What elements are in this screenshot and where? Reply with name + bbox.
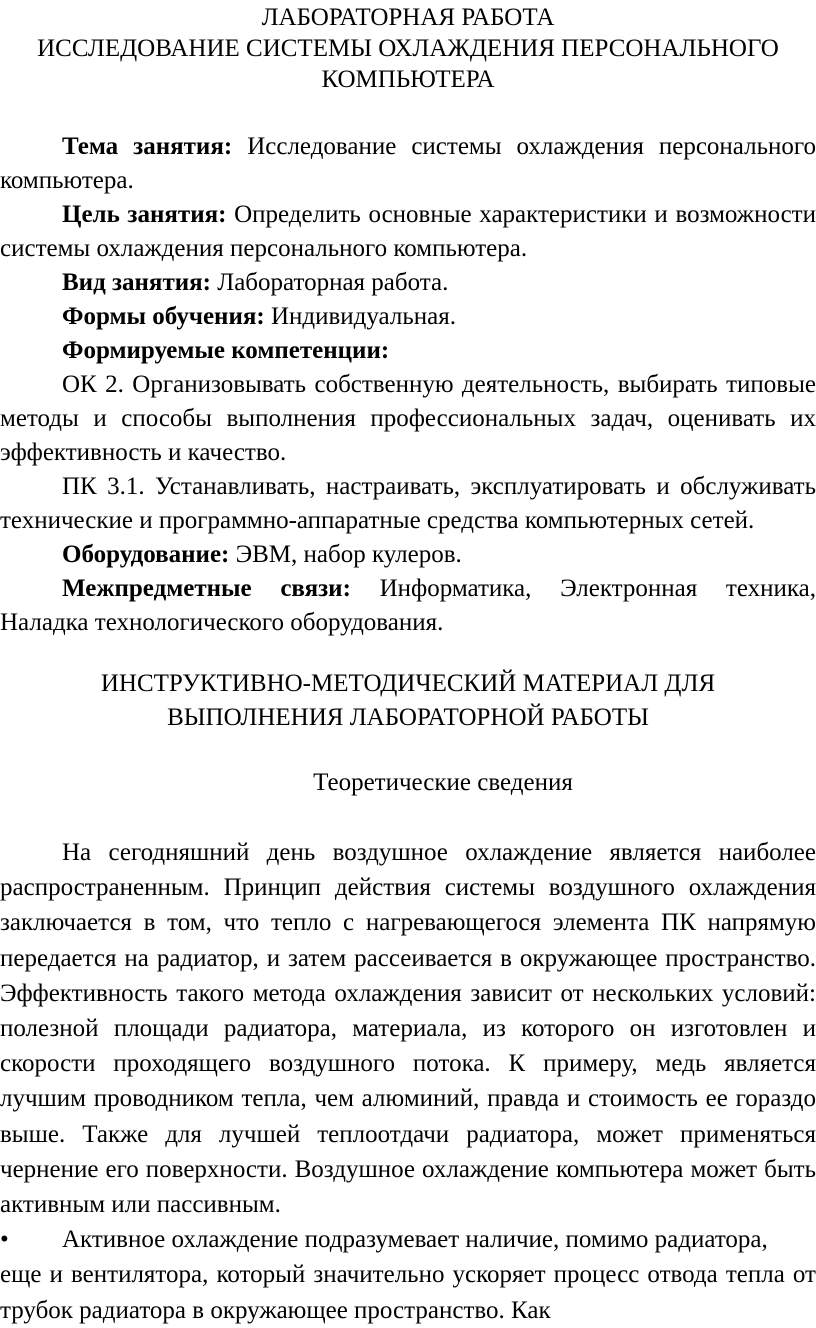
section-heading-line-1: ИНСТРУКТИВНО-МЕТОДИЧЕСКИЙ МАТЕРИАЛ ДЛЯ <box>100 670 716 697</box>
ok2-paragraph: ОК 2. Организовывать собственную деятельность, выбирать типовые методы и способы выполнения профессиональных задач, оценивать их эффективность и качество. <box>0 371 816 466</box>
topic-paragraph <box>0 130 816 198</box>
equipment-value: ЭВМ, набор кулеров. <box>229 541 462 568</box>
title-line-1: ЛАБОРАТОРНАЯ РАБОТА <box>261 4 555 31</box>
bullet-continuation: еще и вентилятора, который значительно ускоряет процесс отвода тепла от трубок радиатора в окружающее пространство. Как <box>0 1261 816 1324</box>
subsection-title: Теоретические сведения <box>313 769 573 796</box>
lesson-info <box>0 130 816 640</box>
forms-label: Формы обучения: <box>62 303 265 330</box>
links-value: Информатика, Электронная техника, Наладка технологического оборудования. <box>0 575 816 636</box>
theory-body <box>0 835 816 1328</box>
section-heading <box>0 667 816 735</box>
equipment-label: Оборудование: <box>62 541 230 568</box>
topic-value: Исследование системы охлаждения персонального компьютера. <box>0 133 816 194</box>
goal-label: Цель занятия: <box>62 201 227 228</box>
section-heading-line-2: ВЫПОЛНЕНИЯ ЛАБОРАТОРНОЙ РАБОТЫ <box>167 704 649 731</box>
goal-value: Определить основные характеристики и возможности системы охлаждения персонального компьютера. <box>0 201 816 262</box>
theory-paragraph: На сегодняшний день воздушное охлаждение является наиболее распространенным. Принцип действия системы воздушного охлаждения заключается в том, что тепло с нагревающегося элемента ПК напрямую передается на радиатор, и затем рассеивается в окружающее пространство. Эффективность такого метода охлаждения зависит от нескольких условий: полезной площади радиатора, материала, из которого он изготовлен и скорости проходящего воздушного потока. К примеру, медь является лучшим проводником тепла, чем алюминий, правда и стоимость ее гораздо выше. Также для лучшей теплоотдачи радиатора, может применяться чернение его поверхности. Воздушное охлаждение компьютера может быть активным или пассивным. <box>0 839 816 1219</box>
forms-value: Индивидуальная. <box>264 303 456 330</box>
competencies-label: Формируемые компетенции: <box>62 337 390 364</box>
type-label: Вид занятия: <box>62 269 211 296</box>
type-value: Лабораторная работа. <box>211 269 449 296</box>
document-title <box>0 2 816 95</box>
links-label: Межпредметные связи: <box>62 575 351 602</box>
title-line-2: ИССЛЕДОВАНИЕ СИСТЕМЫ ОХЛАЖДЕНИЯ ПЕРСОНАЛЬНОГО <box>37 35 779 62</box>
topic-label: Тема занятия: <box>62 133 233 160</box>
type-paragraph <box>0 266 816 300</box>
pk31-paragraph: ПК 3.1. Устанавливать, настраивать, эксплуатировать и обслуживать технические и программно-аппаратные средства компьютерных сетей. <box>0 473 816 534</box>
competencies-paragraph <box>0 334 816 368</box>
goal-paragraph <box>0 198 816 266</box>
bullet-icon: • <box>0 1226 9 1254</box>
forms-paragraph <box>0 300 816 334</box>
bullet-first-line: Активное охлаждение подразумевает наличие, помимо радиатора, <box>62 1226 768 1254</box>
subsection-heading <box>0 766 816 800</box>
equipment-paragraph <box>0 538 816 572</box>
links-paragraph <box>0 572 816 640</box>
title-line-3: КОМПЬЮТЕРА <box>321 66 495 93</box>
bullet-item <box>0 1222 816 1257</box>
